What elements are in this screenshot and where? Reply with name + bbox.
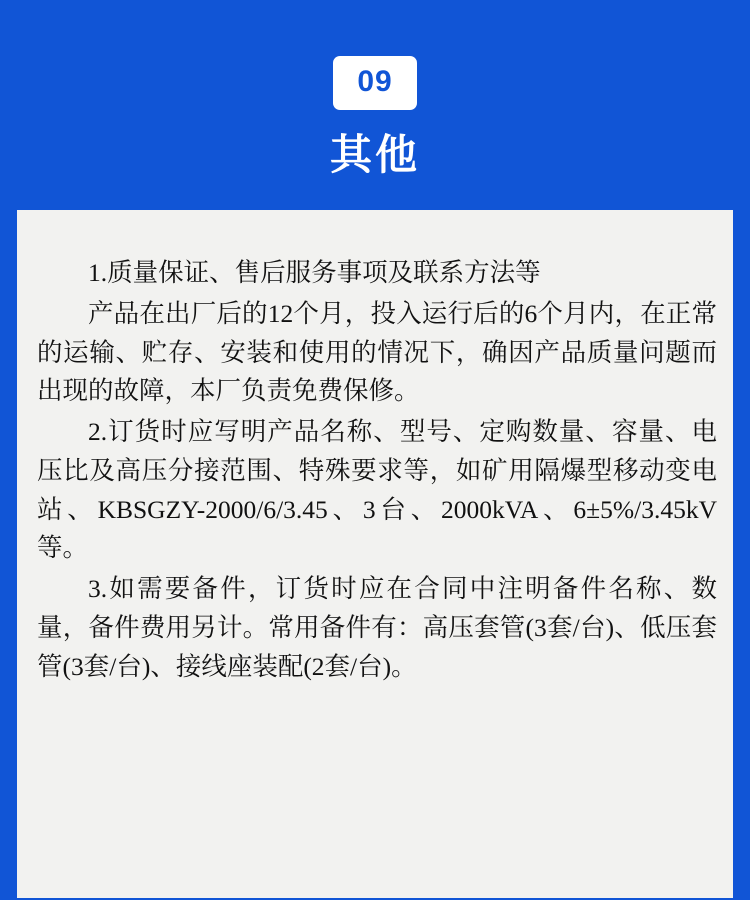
paragraph-1: 1.质量保证、售后服务事项及联系方法等	[88, 258, 541, 288]
section-number-badge: 09	[333, 56, 416, 110]
body-text	[37, 254, 717, 686]
paragraph-3: 2.订货时应写明产品名称、型号、定购数量、容量、电压比及高压分接范围、特殊要求等，如矿用隔爆型移动变电站、KBSGZY-2000/6/3.45、3台、2000kVA、6±5%/3.45kV等。	[37, 417, 717, 563]
page-title: 其他	[329, 131, 420, 178]
paragraph-4: 3.如需要备件，订货时应在合同中注明备件名称、数量，备件费用另计。常用备件有：高压套管(3套/台)、低压套管(3套/台)、接线座装配(2套/台)。	[37, 574, 717, 681]
section-number-container	[0, 56, 750, 110]
paragraph-2: 产品在出厂后的12个月，投入运行后的6个月内，在正常的运输、贮存、安装和使用的情况下，确因产品质量问题而出现的故障，本厂负责免费保修。	[37, 298, 717, 406]
content-card	[17, 210, 733, 898]
